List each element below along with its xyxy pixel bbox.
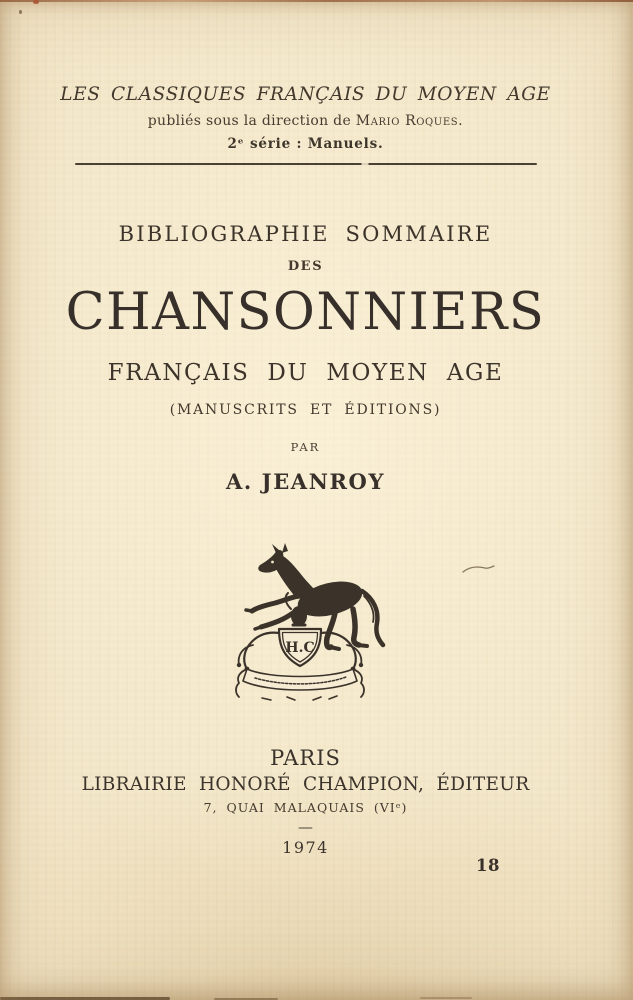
series-line: 2ᵉ série : Manuels. xyxy=(227,136,384,152)
scope-note: (MANUSCRITS ET ÉDITIONS) xyxy=(169,402,442,418)
publisher-emblem-drawing xyxy=(227,541,397,703)
dust-speck xyxy=(19,10,22,14)
direction-prefix: publiés sous la direction de xyxy=(147,113,356,129)
imprint-separator: — xyxy=(298,818,313,836)
shield-icon xyxy=(279,629,321,666)
imprint-city: PARIS xyxy=(270,746,341,770)
header-rule xyxy=(75,163,537,165)
motto-ribbon-icon xyxy=(236,669,364,700)
imprint-year: 1974 xyxy=(282,838,329,857)
author-name: A. JEANROY xyxy=(225,469,386,494)
pen-squiggle-mark xyxy=(461,563,497,576)
direction-line xyxy=(0,114,622,128)
imprint-address: 7, QUAI MALAQUAIS (VIᵉ) xyxy=(203,800,408,815)
scan-top-edge xyxy=(0,0,633,2)
collection-title: LES CLASSIQUES FRANÇAIS DU MOYEN AGE xyxy=(60,84,551,105)
book-supertitle: BIBLIOGRAPHIE SOMMAIRE xyxy=(118,222,493,246)
red-ink-speck xyxy=(33,0,39,4)
imprint-publisher: LIBRAIRIE HONORÉ CHAMPION, ÉDITEUR xyxy=(81,774,530,795)
shield-initials: H.C xyxy=(285,640,315,656)
book-subtitle: FRANÇAIS DU MOYEN AGE xyxy=(107,360,504,386)
book-main-title: CHANSONNIERS xyxy=(65,283,546,342)
title-connector: DES xyxy=(287,259,324,274)
byline-label: PAR xyxy=(290,440,321,454)
publisher-emblem xyxy=(227,541,397,703)
scan-bottom-edge-smudge xyxy=(420,997,472,999)
direction-name: Mario Roques. xyxy=(355,113,464,129)
corner-number: 18 xyxy=(476,856,500,875)
